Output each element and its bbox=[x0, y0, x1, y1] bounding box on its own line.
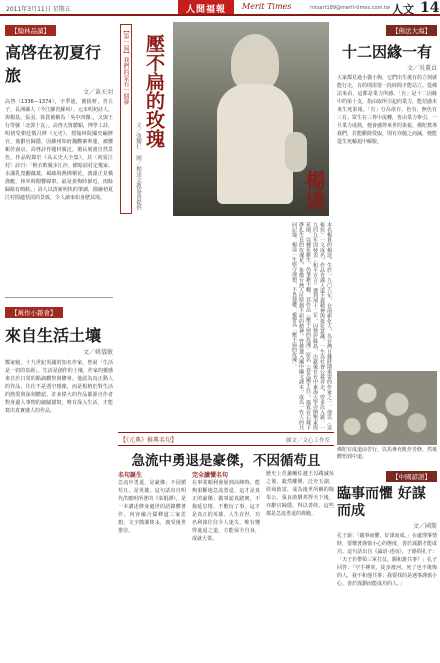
article-byline: 文／姚儀敏 bbox=[82, 349, 113, 356]
section-title: 人文 bbox=[392, 3, 414, 16]
article-title: 十二因緣一有 bbox=[341, 43, 432, 61]
left-top-article bbox=[5, 18, 113, 330]
person-body bbox=[217, 84, 293, 204]
article-body: 鄭家魁，十九世紀英國的知名作家，曾說「生活是一切的泉源」。生活是創作的土壤，作家的靈感來自於日常的點滴觀察與體會。他認為真正動人的作品，往往不是憑空想像，而是根植於對生活的熱愛與深刻體認。許多偉大的作品都源自作者對身邊人事物的細膩描寫，唯有深入生活，才能寫出真實感人的作品。 bbox=[5, 360, 113, 414]
middle-columns bbox=[118, 470, 334, 660]
person-arm bbox=[285, 132, 307, 172]
feature-title: 壓不扁的玫瑰 bbox=[143, 34, 165, 148]
page-header bbox=[0, 0, 440, 16]
right-bottom-article bbox=[337, 464, 437, 650]
issue-date: 2011年3月11日 星期五 bbox=[6, 6, 71, 13]
page-number: 14 bbox=[420, 0, 440, 16]
feature-tag: 【第一屆】我們的家有一個夢 bbox=[120, 24, 132, 214]
feature-byline: 文／張耀仁 圖／楊逵文教協會提供 bbox=[135, 122, 141, 210]
article-byline: 文／國斯 bbox=[412, 523, 437, 530]
middle-col-1 bbox=[118, 470, 186, 659]
column-tag: 【佛法大海】 bbox=[386, 25, 437, 36]
banner-byline: 圖文／文心工作室 bbox=[285, 438, 330, 444]
left-bottom-article bbox=[5, 300, 113, 659]
feature-body: 本名楊貴的楊逵，生於一九〇六年，台南新化人，為台灣日據時期重要的作家之一。他以〈送報伕〉一文成名，作品充滿人道主義精神與抵抗意識，一生為社會公義奔走，曾多次入獄。一九四九年因發表〈和平宣言〉遭判刑十二年，囚禁於綠島。出獄後在台中東海大學旁開墾東海花園，以種花維生，仍筆耕不輟。其作品〈壓不扁的玫瑰〉原名〈春光關不住〉，描寫在石塊下掙扎生長的玫瑰花，象徵台灣人民堅韌不屈的精神，曾被選入國中國文課本，成為一代人的共同記憶。楊逵一生堅守理想，不畏強權，被譽為「壓不扁的玫瑰」。 bbox=[291, 222, 332, 430]
photo-caption: 佛陀在成道前苦行，以馬麥充飢作苦修，然後體悟到中道。 bbox=[337, 447, 438, 460]
column-tag: 【翰林品讀】 bbox=[5, 25, 56, 36]
article-title: 高啓在初夏行旅 bbox=[5, 43, 102, 85]
article-byline: 文／吳蓋貞 bbox=[406, 65, 437, 72]
article-title: 急流中勇退是豪傑，不因循苟且 bbox=[131, 453, 321, 469]
article-body: 急流中勇退，是豪傑；不因循苟且，是英雄。這句話出自明代洪應明所著的《菜根譚》，是一本講述修身處世的語錄體著作，內容融合儒釋道三家思想，文字簡潔雋永，廣受後世推崇。 bbox=[118, 480, 186, 534]
article-title: 臨事而懼 好謀而成 bbox=[337, 486, 426, 519]
masthead-logo: 人間福報 bbox=[178, 0, 234, 14]
contact-email[interactable]: mtsart189@merit-times.com.tw bbox=[310, 5, 391, 11]
section-heading: 名句誕生 bbox=[118, 472, 143, 479]
article-byline: 文／黃天羽 bbox=[82, 89, 113, 96]
article-body: 歷史上范蠡輔佐越王勾踐滅吳之後，毅然離開，泛舟五湖，經商致富，成為後世所稱的陶朱公。張良助劉邦得天下後，亦辭官歸隱，得以善終。這些都是急流勇退的典範。 bbox=[266, 471, 334, 517]
article-body: 孔子說：「臨事而懼，好謀而成。」在處理事情時，要懷著謹慎小心的態度，善於謀劃才能成功。這句話出自《論語·述而》。子路問孔子：「夫子若帶領三軍打仗，願和誰共事？」孔子回答：「空手搏虎、徒步渡河，死了也不後悔的人，我不和他共事；我要找的是遇事謹慎小心、善於謀劃而能成功的人。」 bbox=[337, 533, 437, 587]
feature-author: 楊逵 bbox=[302, 170, 326, 210]
column-tag: 【萬作小雜會】 bbox=[5, 307, 63, 318]
article-title: 來自生活土壤 bbox=[5, 326, 102, 345]
section-heading: 完全讀懂名句 bbox=[192, 472, 229, 479]
right-top-article bbox=[337, 18, 437, 370]
coins-photo bbox=[337, 371, 437, 445]
article-body: 大家都見過小貓小狗，它們出生後有的立刻就能行走，有的則需要一段時間才能站立。從佛法來看，這都是業力所感。「有」是十二因緣中的第十支，指由取所引起的業力，能招感未來生死果報。「有」分為欲有、色有、無色有三有。眾生在三界中流轉，皆由業力牽引，一旦業力成熟，便會感得來世的果報。佛陀教導我們，若能斷除愛取，則有亦隨之而滅，便能從生死輪迴中解脫。 bbox=[337, 75, 437, 145]
divider bbox=[5, 297, 113, 298]
column-tag: 【《元典》推典名句】 bbox=[120, 437, 178, 444]
article-body: 在事業順利發展到高峰時，能夠果斷地急流勇退，這才是真正的豪傑；做事認真踏實，不拖延怠惰、不敷衍了事，這才是真正的英雄。人生在世，功名利祿往往令人迷失，唯有懂得進退之道，方能保全自身，成就大業。 bbox=[192, 480, 260, 542]
quote-banner bbox=[118, 432, 334, 446]
article-body: 高啓（1336—1374），字季迪，號槎軒，青丘子，長洲縣人（今江蘇省蘇州）。元末明初詩人，與楊基、張羽、徐賁被稱為「吳中四傑」，又與王行等號「北郭十友」。高啓天資聰穎，博學工詩，明初受朝廷徵召修《元史》，授翰林院國史編修官，後辭官歸隱，因蘇州知府魏觀案牽連，被腰斬於南京。高啓詩作題材廣泛，擅長刻畫自然景色，作品收錄於《高太史大全集》。其〈初夏江村〉詩曰：「輕衣軟履步江沙，樹暗前村定幾家。水滿乳鳧翻藕葉，風疏飛燕拂桐花。渡頭正見橫漁艇，林外時聞響緯車。最是黃梅時節近，雨餘歸路有鳴蛙。」詩人以清新明快的筆調，描繪初夏江村閒適恬淡的景致，令人讀來如身歷其境。 bbox=[5, 99, 113, 201]
middle-col-3 bbox=[266, 470, 334, 658]
column-tag: 【中國諺語】 bbox=[386, 471, 437, 482]
middle-col-2 bbox=[192, 470, 260, 659]
masthead-english: Merit Times bbox=[242, 2, 292, 11]
